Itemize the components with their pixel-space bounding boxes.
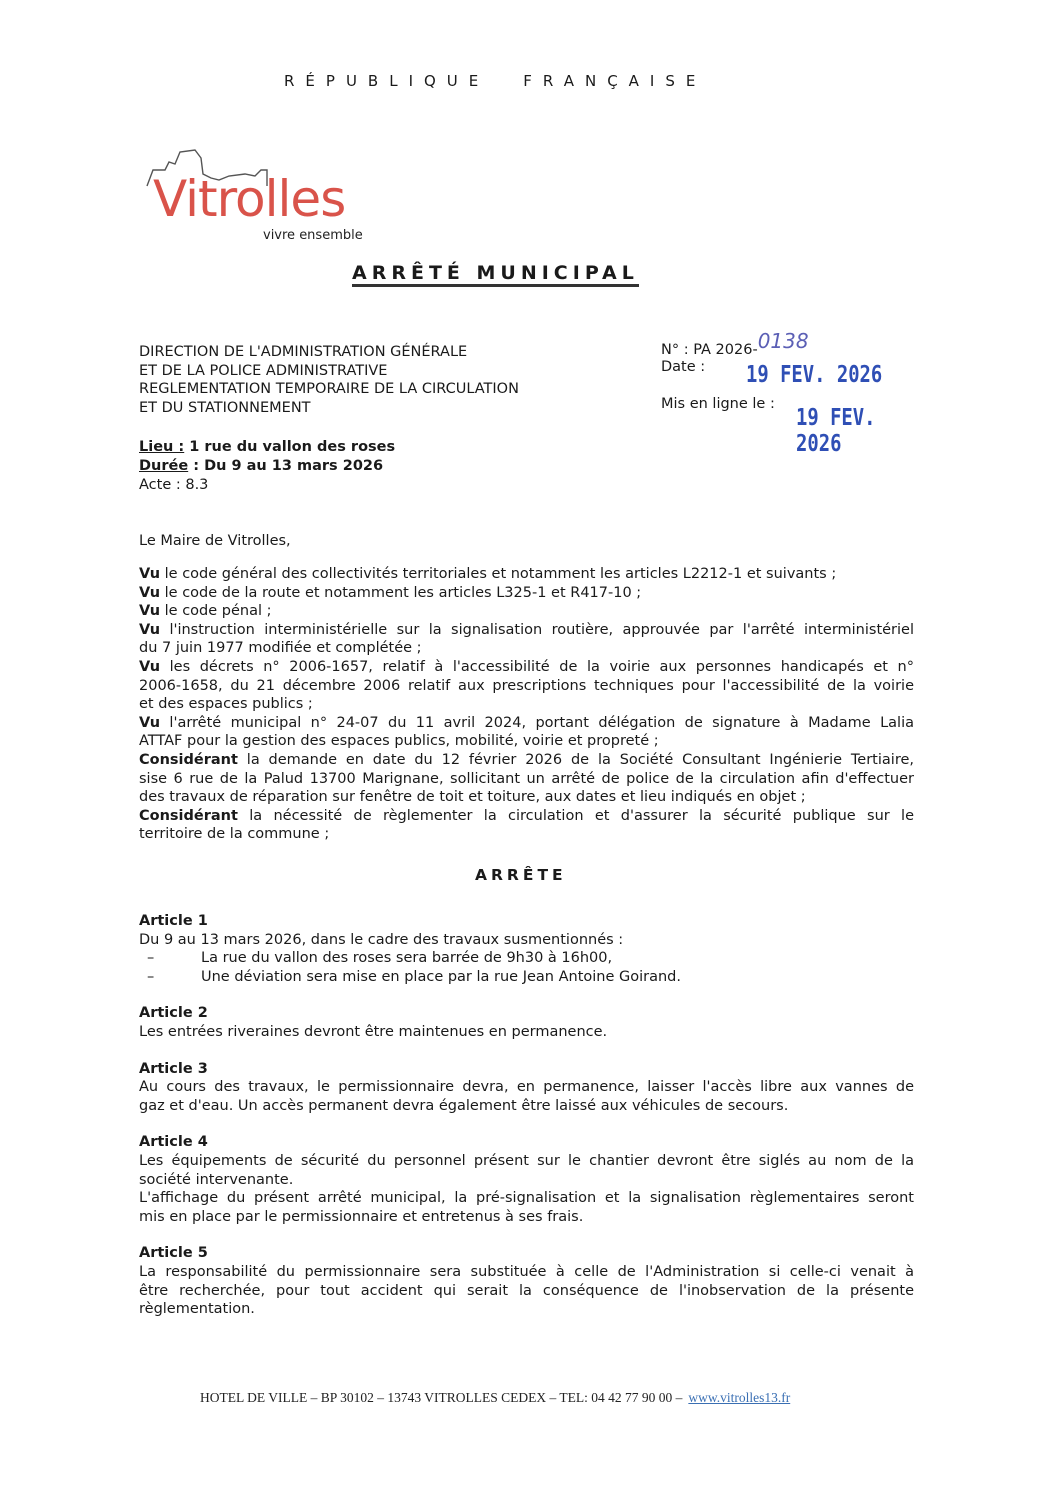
visa-text: le code pénal ; xyxy=(160,603,272,620)
date-stamp: 19 FEV. 2026 xyxy=(746,362,883,388)
visa-text: des travaux de réparation sur fenêtre de toit et toiture, aux dates et lieu indiqués en objet ; xyxy=(139,789,806,806)
bullet-text: Une déviation sera mise en place par la rue Jean Antoine Goirand. xyxy=(201,968,681,985)
article-line: Du 9 au 13 mars 2026, dans le cadre des travaux susmentionnés : xyxy=(139,931,624,948)
article-line: L'affichage du présent arrêté municipal, la pré-signalisation et la signalisation règlementaires seront xyxy=(139,1190,914,1207)
visa-lead: Vu xyxy=(139,566,161,582)
articles-block xyxy=(139,912,914,1337)
heading-word: RÉPUBLIQUE xyxy=(284,72,490,90)
visa-text: du 7 juin 1977 modifiée et complétée ; xyxy=(139,640,422,657)
arrete-heading: ARRÊTE xyxy=(475,866,567,884)
logo-tagline: vivre ensemble xyxy=(263,228,363,243)
direction-block xyxy=(139,343,519,417)
online-stamp: 19 FEV. 2026 xyxy=(796,405,876,457)
bullet-text: La rue du vallon des roses sera barrée de 9h30 à 16h00, xyxy=(201,950,613,967)
duree-label: Durée xyxy=(139,458,189,474)
visa-text: ATTAF pour la gestion des espaces publics, mobilité, voirie et propreté ; xyxy=(139,733,659,750)
lieu-value: 1 rue du vallon des roses xyxy=(184,439,396,455)
visa-line xyxy=(139,639,914,658)
article xyxy=(139,1004,914,1041)
article-line: être recherchée, pour tout accident qui serait la conséquence de l'inobservation de la présente xyxy=(139,1282,914,1299)
visa-text: 2006-1658, du 21 décembre 2006 relatif aux prescriptions techniques pour l'accessibilité de la voirie xyxy=(139,677,914,694)
number-label: N° : PA 2026- xyxy=(661,342,758,358)
visa-line xyxy=(139,825,914,844)
direction-line: DIRECTION DE L'ADMINISTRATION GÉNÉRALE xyxy=(139,344,468,360)
article-line: gaz et d'eau. Un accès permanent devra également être laissé aux véhicules de secours. xyxy=(139,1097,789,1114)
online-label: Mis en ligne le : xyxy=(661,396,775,412)
visa-line xyxy=(139,714,914,733)
visa-line xyxy=(139,658,914,677)
document-title: ARRÊTÉ MUNICIPAL xyxy=(352,262,639,287)
article xyxy=(139,1133,914,1226)
reference-block xyxy=(661,329,883,457)
visa-text: le code général des collectivités territoriales et notamment les articles L2212-1 et suivants ; xyxy=(160,566,837,582)
visa-line xyxy=(139,621,914,640)
footer xyxy=(200,1390,790,1406)
direction-line: ET DU STATIONNEMENT xyxy=(139,399,311,416)
visa-line xyxy=(139,732,914,751)
visa-text: les décrets n° 2006-1657, relatif à l'accessibilité de la voirie aux personnes handicapés et n° xyxy=(160,658,914,675)
visa-line xyxy=(139,695,914,714)
visa-line xyxy=(139,584,914,603)
visa-text: l'arrêté municipal n° 24-07 du 11 avril 2024, portant délégation de signature à Madame Lalia xyxy=(160,714,914,731)
visa-line xyxy=(139,602,914,621)
republique-francaise-heading xyxy=(284,72,740,90)
logo-wordmark: Vitrolles xyxy=(153,170,346,228)
duree-value: : Du 9 au 13 mars 2026 xyxy=(188,458,384,474)
website-link[interactable]: www.vitrolles13.fr xyxy=(688,1390,791,1405)
handwritten-number: 0138 xyxy=(757,329,809,353)
article-title: Article 2 xyxy=(139,1005,208,1022)
salutation: Le Maire de Vitrolles, xyxy=(139,533,291,549)
article-title: Article 1 xyxy=(139,913,208,929)
article xyxy=(139,912,914,986)
visa-line xyxy=(139,807,914,826)
article xyxy=(139,1244,914,1318)
heading-word: FRANÇAISE xyxy=(523,72,707,90)
article-line: Les entrées riveraines devront être maintenues en permanence. xyxy=(139,1023,608,1040)
article-line: Au cours des travaux, le permissionnaire devra, en permanence, laisser l'accès libre aux vannes de xyxy=(139,1079,914,1096)
visa-line xyxy=(139,677,914,696)
visa-text: territoire de la commune ; xyxy=(139,826,330,843)
acte-line: Acte : 8.3 xyxy=(139,477,209,493)
visa-line xyxy=(139,565,914,584)
visa-line xyxy=(139,770,914,789)
visa-text: sise 6 rue de la Palud 13700 Marignane, sollicitant un arrêté de police de la circulation afin d'effectuer xyxy=(139,770,914,787)
visa-line xyxy=(139,751,914,770)
vitrolles-logo xyxy=(145,148,395,248)
visas-block xyxy=(139,565,914,844)
visa-lead: Vu xyxy=(139,714,161,731)
lieu-label: Lieu : xyxy=(139,439,185,455)
direction-line: REGLEMENTATION TEMPORAIRE DE LA CIRCULATION xyxy=(139,381,519,397)
dash-icon: – xyxy=(147,950,155,967)
footer-address: HOTEL DE VILLE – BP 30102 – 13743 VITROLLES CEDEX – TEL: 04 42 77 90 00 – xyxy=(200,1390,683,1405)
visa-lead: Vu xyxy=(139,584,161,601)
visa-lead: Vu xyxy=(139,621,161,638)
visa-text: la demande en date du 12 février 2026 de la Société Consultant Ingénierie Tertiaire, xyxy=(237,751,914,768)
visa-text: l'instruction interministérielle sur la signalisation routière, approuvée par l'arrêté interministériel xyxy=(160,621,914,638)
article-line: mis en place par le permissionnaire et entretenus à ses frais. xyxy=(139,1208,584,1225)
article-title: Article 3 xyxy=(139,1060,208,1077)
article-bullet xyxy=(139,949,914,968)
article-bullet xyxy=(139,968,914,987)
direction-line: ET DE LA POLICE ADMINISTRATIVE xyxy=(139,362,388,379)
visa-lead: Considérant xyxy=(139,751,238,768)
article-title: Article 4 xyxy=(139,1134,208,1151)
visa-lead: Vu xyxy=(139,603,161,620)
article-line: société intervenante. xyxy=(139,1171,294,1188)
visa-line xyxy=(139,788,914,807)
article-title: Article 5 xyxy=(139,1245,208,1262)
visa-text: et des espaces publics ; xyxy=(139,696,313,713)
visa-lead: Considérant xyxy=(139,807,238,824)
article-line: Les équipements de sécurité du personnel présent sur le chantier devront être siglés au nom de la xyxy=(139,1152,914,1169)
visa-lead: Vu xyxy=(139,658,161,675)
meta-block xyxy=(139,438,395,495)
article xyxy=(139,1060,914,1116)
dash-icon: – xyxy=(147,968,155,985)
visa-text: le code de la route et notamment les articles L325-1 et R417-10 ; xyxy=(160,584,642,601)
article-line: règlementation. xyxy=(139,1301,255,1318)
visa-text: la nécessité de règlementer la circulation et d'assurer la sécurité publique sur le xyxy=(237,807,914,824)
date-label: Date : xyxy=(661,359,706,375)
article-line: La responsabilité du permissionnaire sera substituée à celle de l'Administration si celle-ci venait à xyxy=(139,1263,914,1280)
